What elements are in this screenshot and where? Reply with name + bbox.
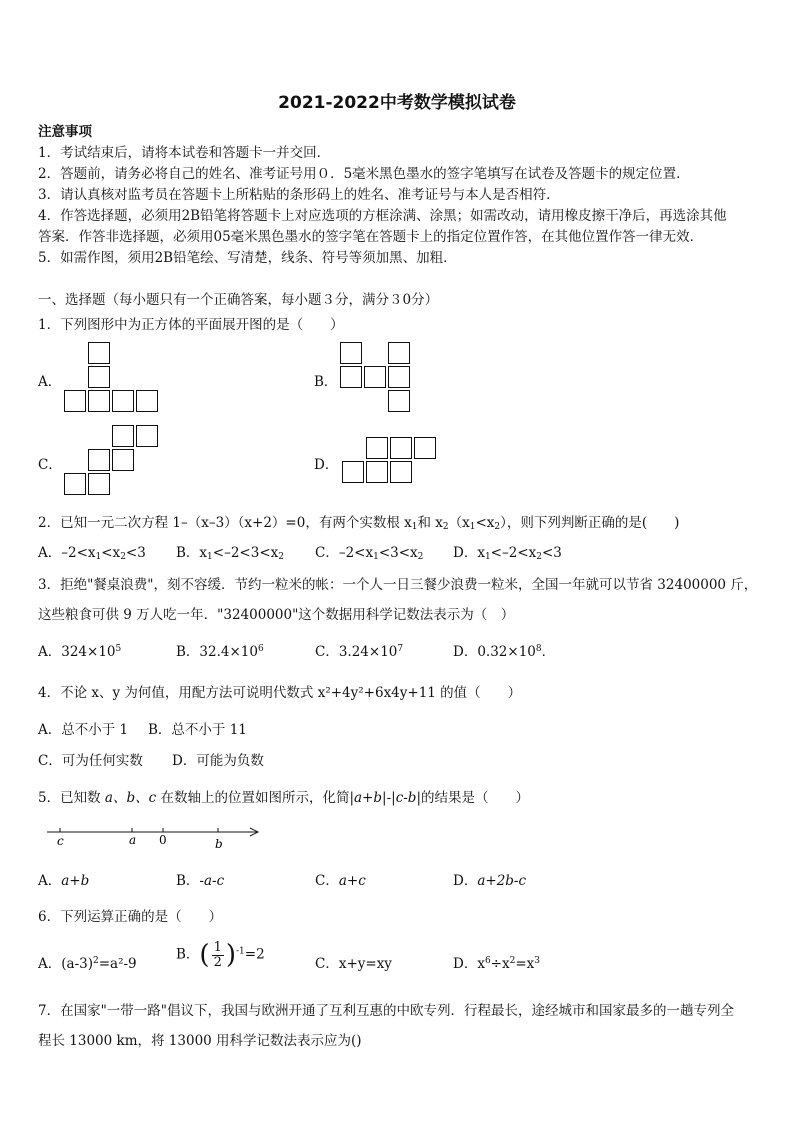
question-3-line2: 这些粮食可供 9 万人吃一年．"32400000"这个数据用科学记数法表示为（ ）	[38, 607, 515, 623]
notice-item: 1．考试结束后，请将本试卷和答题卡一并交回．	[38, 145, 331, 161]
q4-option-d: D．可能为负数	[172, 753, 264, 769]
notice-item: 3．请认真核对监考员在答题卡上所粘贴的条形码上的姓名、准考证号与本人是否相符．	[38, 187, 560, 203]
q3-option-a: A．$324\times 10^5$	[38, 644, 122, 660]
question-6-stem: 6．下列运算正确的是（ ）	[38, 909, 223, 925]
notice-item: 5．如需作图，须用2B铅笔绘、写清楚，线条、符号等须加黑、加粗．	[38, 250, 457, 266]
q3-option-b: B．$32.4\times 10^6$	[176, 644, 264, 660]
question-1-stem: 1．下列图形中为正方体的平面展开图的是（ ）	[38, 317, 344, 333]
q6-option-b: B．( $\frac{1}{2}$ )$^{-1}$=2	[176, 939, 265, 970]
question-3-line1: 3．拒绝"餐桌浪费"，刻不容缓．节约一粒米的帐：一个人一日三餐少浪费一粒米，全国一年就可以节省 32400000 斤，	[38, 577, 758, 593]
q3-option-c: C．$3.24\times 10^7$	[315, 644, 404, 660]
notice-heading: 注意事项	[38, 124, 92, 140]
number-line-label-a: a	[129, 833, 137, 847]
q1-option-a-label: A．	[38, 374, 62, 390]
q6-option-d: D．$x^6\div x^2=x^3$	[453, 956, 541, 972]
q1-option-b-label: B．	[314, 374, 338, 390]
notice-item: 4．作答选择题，必须用2B铅笔将答题卡上对应选项的方框涂满、涂黑；如需改动，请用橡皮擦干净后，再选涂其他	[38, 208, 727, 224]
q2-option-c: C．$-2<x_1<3<x_2$	[315, 545, 424, 562]
q4-option-c: C．可为任何实数	[38, 753, 143, 769]
q4-option-b: B．总不小于 11	[148, 722, 247, 738]
number-line-label-b: b	[215, 837, 223, 851]
q3-option-d: D．$0.32\times 10^8$．	[453, 644, 556, 660]
q6-option-a: A．$(a-3)^2=a^2-9$	[38, 956, 137, 972]
q1-option-d-label: D．	[314, 457, 339, 473]
question-7-line1: 7．在国家"一带一路"倡议下，我国与欧洲开通了互利互惠的中欧专列．行程最长，途经城市和国家最多的一趟专列全	[38, 1003, 735, 1019]
q6-option-c: C．x+y=xy	[315, 956, 392, 972]
question-5-stem: 5．已知数 a、b、c 在数轴上的位置如图所示，化简|a+b|-|c-b|的结果是（ ）	[38, 790, 530, 806]
number-line-label-c: c	[57, 834, 64, 848]
q1-option-c-label: C．	[38, 457, 62, 473]
q5-option-d: D．a+2b-c	[453, 873, 527, 889]
section-heading: 一、选择题（每小题只有一个正确答案，每小题３分，满分３0分）	[38, 292, 439, 308]
question-4-stem: 4．不论 x、y 为何值，用配方法可说明代数式 x²+4y²+6x4y+11 的值（ ）	[38, 685, 522, 701]
fraction-one-half: $\frac{1}{2}$	[213, 939, 222, 970]
question-2-stem: 2．已知一元二次方程 1–（x–3）（x+2）=0，有两个实数根 $x_1$和 $x_2(x_1<x_2)$，则下列判断正确的是( )	[38, 515, 680, 532]
q2-option-d: D．$x_1<-2<x_2<3$	[453, 545, 562, 562]
question-7-line2: 程长 13000 km，将 13000 用科学记数法表示应为()	[38, 1033, 362, 1049]
q5-option-b: B．-a-c	[176, 873, 225, 889]
page-title: 2021-2022中考数学模拟试卷	[278, 93, 516, 113]
number-line	[44, 822, 268, 854]
number-line-label-0: 0	[159, 833, 167, 847]
q4-option-a: A．总不小于 1	[38, 722, 129, 738]
q5-option-c: C．a+c	[315, 873, 366, 889]
q5-option-a: A．a+b	[38, 873, 90, 889]
notice-item: 答案．作答非选择题，必须用05毫米黑色墨水的签字笔在答题卡上的指定位置作答，在其他位置作答一律无效．	[38, 229, 704, 245]
q2-option-a: A．$-2<x_1<x_2<3$	[38, 545, 146, 562]
q2-option-b: B．$x_1<-2<3<x_2$	[176, 545, 284, 562]
notice-item: 2．答题前，请务必将自己的姓名、准考证号用０．5毫米黑色墨水的签字笔填写在试卷及答题卡的规定位置．	[38, 166, 690, 182]
